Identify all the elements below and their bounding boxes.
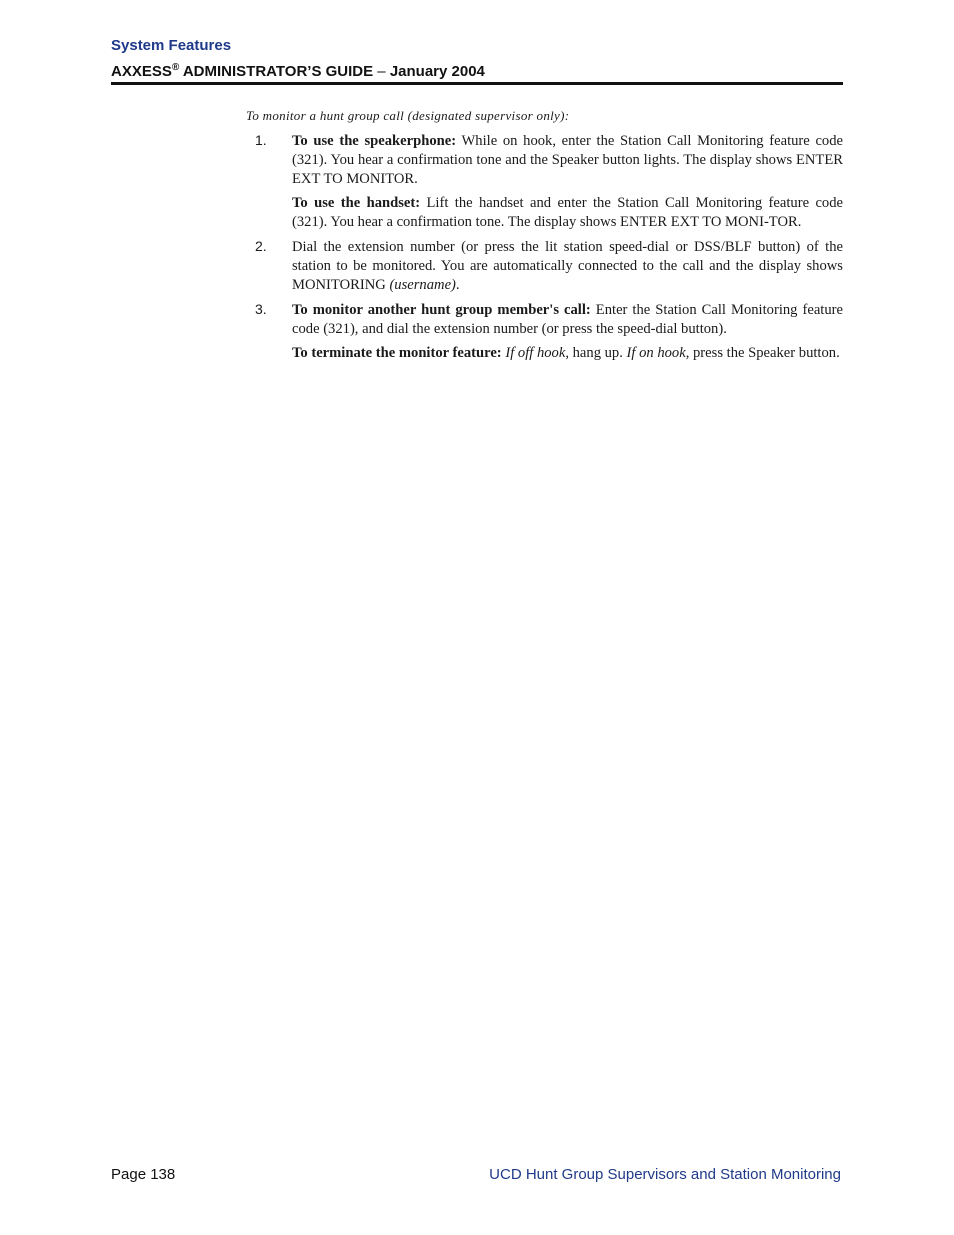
italic-username: (username): [389, 277, 456, 293]
section-title: System Features: [111, 37, 232, 54]
step-3-paragraph-1: [292, 301, 843, 339]
bold-lead: To terminate the monitor feature:: [292, 345, 502, 361]
step-1-paragraph-1: [292, 132, 843, 189]
paragraph-text: hang up.: [568, 345, 627, 361]
step-number: 1.: [255, 132, 267, 148]
italic-off-hook: If off hook,: [505, 345, 569, 361]
guide-title: [111, 58, 843, 82]
guide-date: January 2004: [389, 63, 485, 80]
step-1-paragraph-2: [292, 194, 843, 232]
header-rule: [111, 82, 843, 85]
step-2: [246, 238, 843, 295]
paragraph-end: .: [455, 277, 460, 293]
bold-lead: To use the speakerphone:: [292, 133, 457, 149]
step-3-paragraph-2: [292, 344, 843, 363]
procedure-title: To monitor a hunt group call (designated supervisor only):: [246, 108, 570, 123]
bold-lead: To monitor another hunt group member's call:: [292, 302, 591, 318]
italic-on-hook: If on hook,: [626, 345, 690, 361]
step-3: [246, 301, 843, 363]
paragraph-text: Dial the extension number (or press the lit station speed-dial or DSS/BLF button) of the station to be monitored. You are automatically connected to the call and the display shows MONITORING: [292, 239, 843, 293]
paragraph-text: While on hook, enter the Station Call Monitoring feature code (321). You hear a confirmation tone and the Speaker button lights. The display shows ENTER EXT TO MONITOR.: [292, 133, 843, 187]
step-number: 2.: [255, 238, 267, 254]
registered-mark: ®: [171, 62, 180, 73]
step-2-paragraph-1: [292, 238, 843, 295]
title-dash: –: [373, 63, 390, 80]
paragraph-text: Enter the Station Call Monitoring feature code (321), and dial the extension number (or press the speed-dial button).: [292, 302, 843, 337]
guide-name: AXXESS: [111, 63, 172, 80]
page-number: Page 138: [111, 1166, 176, 1183]
step-number: 3.: [255, 301, 267, 317]
guide-rest: ADMINISTRATOR’S GUIDE: [179, 63, 374, 80]
bold-lead: To use the handset:: [292, 195, 421, 211]
footer-title: UCD Hunt Group Supervisors and Station Monitoring: [489, 1166, 841, 1183]
page-content: [246, 108, 843, 369]
paragraph-text: press the Speaker button.: [689, 345, 840, 361]
page-header: [111, 36, 843, 82]
step-1: [246, 132, 843, 232]
paragraph-text: Lift the handset and enter the Station Call Monitoring feature code (321). You hear a confirmation tone. The display shows ENTER EXT TO MONI-TOR.: [292, 195, 844, 230]
